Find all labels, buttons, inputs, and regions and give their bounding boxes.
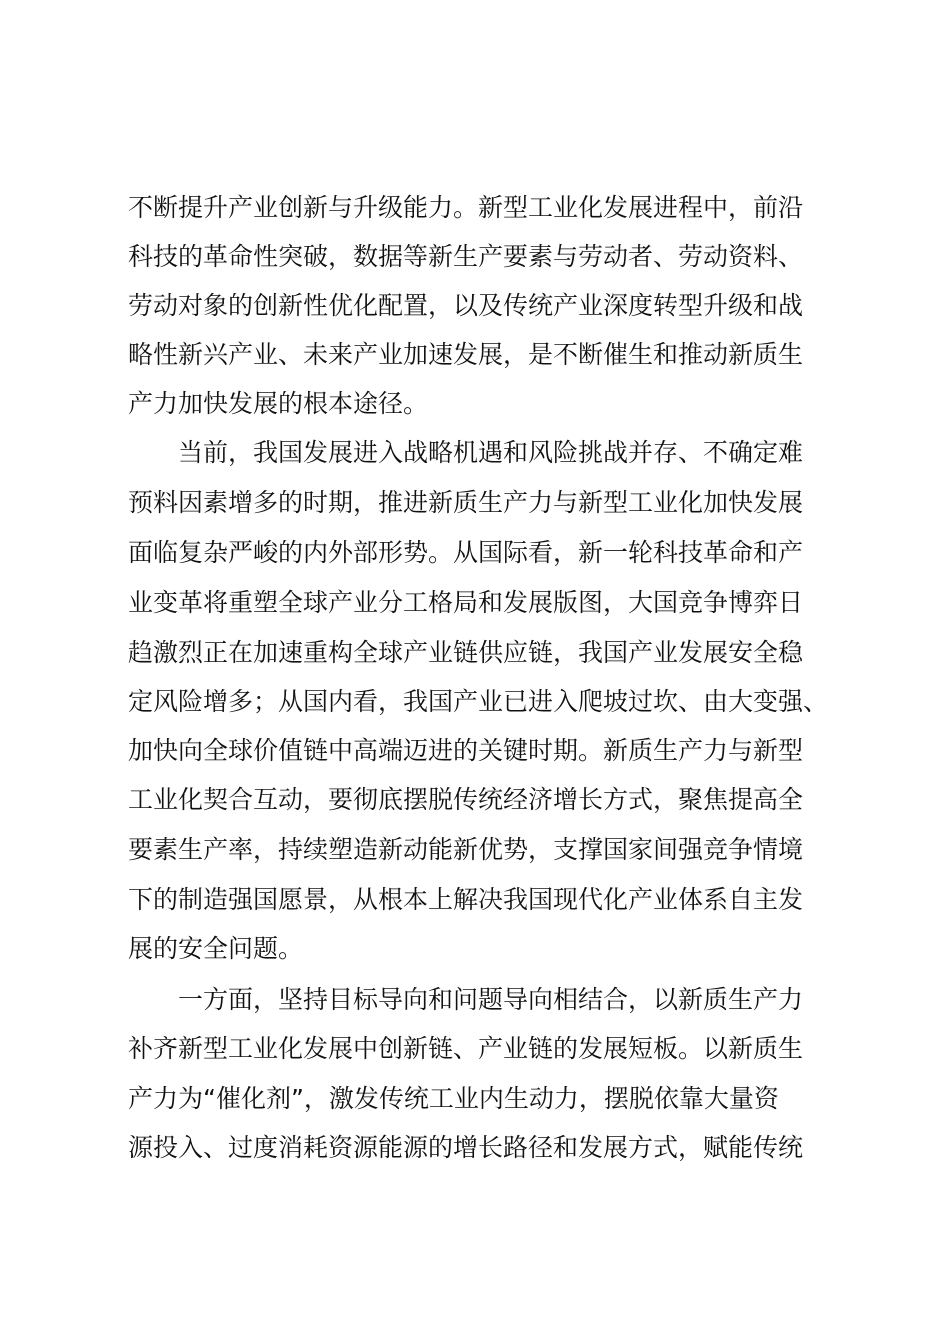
text-line-15: 下的制造强国愿景，从根本上解决我国现代化产业体系自主发 bbox=[128, 885, 804, 914]
text-line-18: 补齐新型工业化发展中创新链、产业链的发展短板。以新质生 bbox=[128, 1034, 804, 1063]
text-line-14: 要素生产率，持续塑造新动能新优势，支撑国家间强竞争情境 bbox=[128, 835, 804, 864]
text-line-4: 略性新兴产业、未来产业加速发展，是不断催生和推动新质生 bbox=[128, 340, 804, 369]
text-line-12: 加快向全球价值链中高端迈进的关键时期。新质生产力与新型 bbox=[128, 736, 804, 765]
text-line-10: 趋激烈正在加速重构全球产业链供应链，我国产业发展安全稳 bbox=[128, 638, 804, 667]
text-line-7: 预料因素增多的时期，推进新质生产力与新型工业化加快发展 bbox=[128, 488, 804, 517]
text-line-3: 劳动对象的创新性优化配置，以及传统产业深度转型升级和战 bbox=[128, 291, 804, 320]
text-line-20: 源投入、过度消耗资源能源的增长路径和发展方式，赋能传统 bbox=[128, 1133, 804, 1162]
text-line-9: 业变革将重塑全球产业分工格局和发展版图，大国竞争博弈日 bbox=[128, 588, 804, 617]
text-line-6: 当前，我国发展进入战略机遇和风险挑战并存、不确定难 bbox=[178, 438, 804, 467]
text-line-8: 面临复杂严峻的内外部形势。从国际看，新一轮科技革命和产 bbox=[128, 538, 804, 567]
text-line-19: 产力为“催化剂”，激发传统工业内生动力，摆脱依靠大量资 bbox=[128, 1084, 779, 1113]
text-line-17: 一方面，坚持目标导向和问题导向相结合，以新质生产力 bbox=[178, 985, 804, 1014]
text-line-5: 产力加快发展的根本途径。 bbox=[128, 389, 429, 418]
text-line-1: 不断提升产业创新与升级能力。新型工业化发展进程中，前沿 bbox=[128, 193, 804, 222]
text-line-13: 工业化契合互动，要彻底摆脱传统经济增长方式，聚焦提高全 bbox=[128, 785, 804, 814]
text-line-16: 展的安全问题。 bbox=[128, 934, 304, 963]
text-line-11: 定风险增多；从国内看，我国产业已进入爬坡过坎、由大变强、 bbox=[128, 687, 829, 716]
text-line-2: 科技的革命性突破，数据等新生产要素与劳动者、劳动资料、 bbox=[128, 242, 804, 271]
